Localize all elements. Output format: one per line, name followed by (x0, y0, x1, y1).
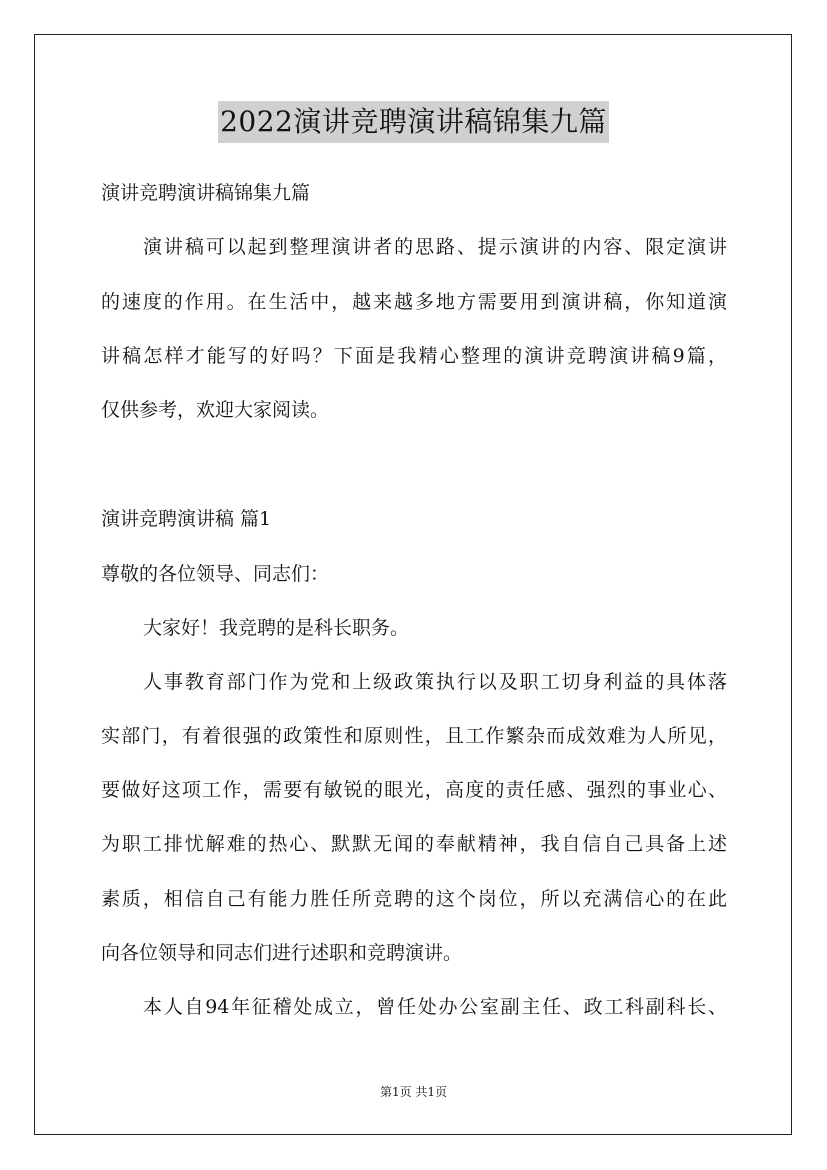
salutation: 尊敬的各位领导、同志们： (101, 563, 330, 585)
title-container (0, 101, 827, 143)
greeting: 大家好！我竞聘的是科长职务。 (143, 617, 410, 639)
paragraph-1-line-4: 为职工排忧解难的热心、默默无闻的奉献精神，我自信自己具备上述 (101, 833, 727, 855)
paragraph-2-line-1: 本人自94年征稽处成立，曾任处办公室副主任、政工科副科长、 (143, 996, 727, 1018)
document-subtitle: 演讲竞聘演讲稿锦集九篇 (101, 182, 311, 204)
paragraph-1-line-5: 素质，相信自己有能力胜任所竞聘的这个岗位，所以充满信心的在此 (101, 888, 727, 910)
paragraph-1-line-6: 向各位领导和同志们进行述职和竞聘演讲。 (101, 942, 463, 964)
paragraph-1-line-3: 要做好这项工作，需要有敏锐的眼光，高度的责任感、强烈的事业心、 (101, 779, 727, 801)
intro-line-4: 仅供参考，欢迎大家阅读。 (101, 399, 330, 421)
intro-line-3: 讲稿怎样才能写的好吗？下面是我精心整理的演讲竞聘演讲稿9篇， (101, 345, 727, 367)
intro-line-2: 的速度的作用。在生活中，越来越多地方需要用到演讲稿，你知道演 (101, 291, 727, 313)
page-footer: 第1页 共1页 (379, 1085, 448, 1099)
paragraph-1-line-2: 实部门，有着很强的政策性和原则性，且工作繁杂而成效难为人所见， (101, 725, 727, 747)
document-title: 2022演讲竞聘演讲稿锦集九篇 (218, 101, 609, 143)
section-heading: 演讲竞聘演讲稿 篇1 (101, 508, 272, 530)
paragraph-1-line-1: 人事教育部门作为党和上级政策执行以及职工切身利益的具体落 (143, 671, 727, 693)
intro-line-1: 演讲稿可以起到整理演讲者的思路、提示演讲的内容、限定演讲 (143, 236, 727, 258)
